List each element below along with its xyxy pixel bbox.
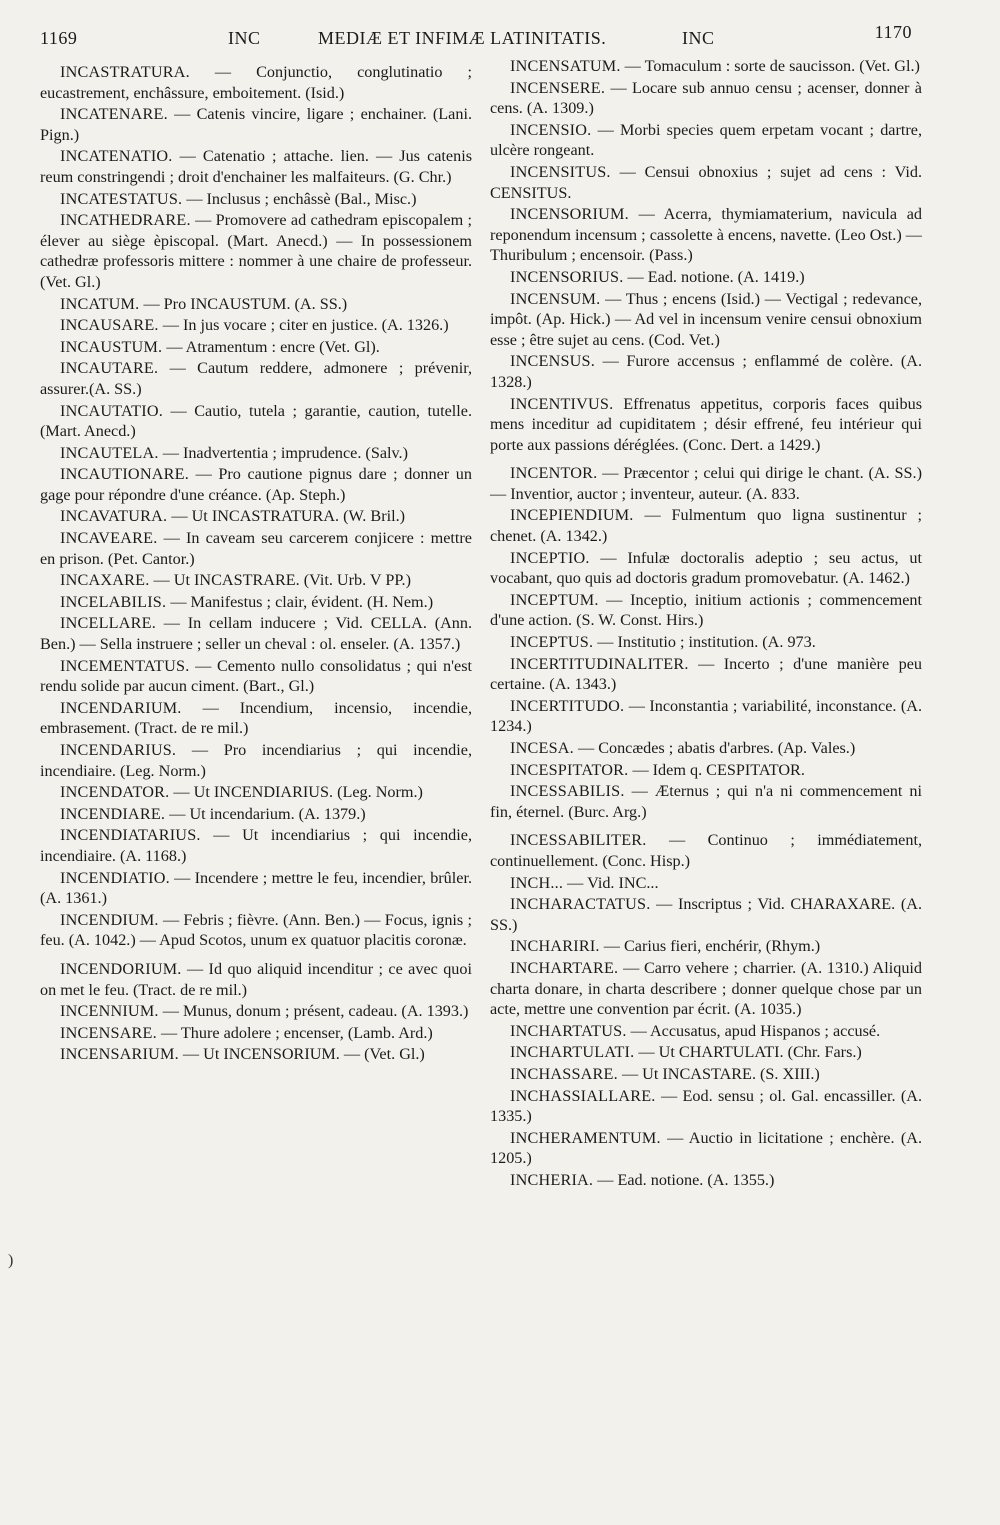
dictionary-entry — [490, 267, 922, 288]
entry-headword: INCEPIENDIUM. — [510, 506, 634, 525]
dictionary-entry — [490, 289, 922, 351]
entry-headword: INCHARTULATI. — [510, 1043, 635, 1062]
dictionary-entry — [490, 1086, 922, 1127]
dictionary-entry — [40, 1001, 472, 1022]
left-column — [40, 62, 472, 1066]
entry-headword: INCESPITATOR. — [510, 760, 629, 779]
entry-definition: — Cemento nullo consolidatus ; qui n'est rendu solide par aucun ciment. (Bart., Gl.) — [40, 656, 473, 696]
entry-definition: — Idem q. CESPITATOR. — [632, 760, 805, 779]
entry-definition: — In caveam seu carcerem conjicere : mettre en prison. (Pet. Cantor.) — [40, 529, 472, 568]
entry-headword: INCATENARE. — [60, 105, 168, 124]
entry-definition: — Carro vehere ; charrier. (A. 1310.) Aliquid charta donare, in charta describere ; donner quelque chose par un acte, mettre une convention par écrit. (A. 1035.) — [490, 958, 923, 1019]
entry-definition: — Vid. INC... — [567, 873, 659, 892]
entry-headword: INCHARIRI. — [510, 937, 600, 956]
entry-headword: INCH... — [510, 873, 564, 892]
entry-definition: — Promovere ad cathedram episcopalem ; élever au siège èpiscopal. (Mart. Anecd.) — In possessionem cathedræ professoris mittere : nommer à une chaire de professeur. (Vet. Gl.) — [40, 211, 472, 291]
dictionary-entry — [40, 1044, 472, 1065]
dictionary-entry — [490, 894, 922, 935]
dictionary-entry — [490, 590, 922, 631]
dictionary-entry — [490, 830, 922, 871]
entry-definition: — Munus, donum ; présent, cadeau. (A. 1393.) — [162, 1002, 469, 1021]
entry-definition: — Tomaculum : sorte de saucisson. (Vet. Gl.) — [624, 57, 920, 75]
dictionary-entry — [490, 162, 922, 203]
entry-definition: — Atramentum : encre (Vet. Gl). — [166, 337, 380, 356]
entry-headword: INCAUTELA. — [60, 443, 159, 462]
entry-headword: INCENDARIUS. — [60, 741, 177, 759]
entry-definition: — Eod. sensu ; ol. Gal. encassiller. (A. 1335.) — [490, 1086, 923, 1126]
dictionary-entry — [490, 548, 922, 589]
entry-definition: — Manifestus ; clair, évident. (H. Nem.) — [170, 592, 434, 611]
dictionary-entry — [40, 868, 472, 909]
entry-headword: INCATHEDRARE. — [60, 211, 191, 230]
dictionary-entry — [490, 873, 922, 894]
dictionary-entry — [490, 696, 922, 737]
entry-definition: — Incendium, incensio, incendie, embrasement. (Tract. de re mil.) — [40, 698, 473, 738]
dictionary-entry — [490, 56, 922, 77]
entry-definition: — Æternus ; qui n'a ni commencement ni fin, éternel. (Burc. Arg.) — [490, 782, 922, 821]
entry-headword: INCHASSARE. — [510, 1064, 618, 1083]
entry-definition: — Ut INCASTRARE. (Vit. Urb. V PP.) — [153, 571, 411, 590]
entry-headword: INCATENATIO. — [60, 147, 173, 166]
dictionary-entry — [40, 464, 472, 505]
entry-definition: — Ut INCASTRATURA. (W. Bril.) — [171, 507, 406, 526]
entry-headword: INCATESTATUS. — [60, 189, 183, 208]
dictionary-entry — [490, 351, 922, 392]
dictionary-entry — [40, 592, 472, 613]
entry-definition: — Accusatus, apud Hispanos ; accusé. — [630, 1021, 881, 1040]
dictionary-entry — [40, 337, 472, 358]
dictionary-entry — [490, 463, 922, 504]
entry-headword: INCELLARE. — [60, 614, 156, 633]
entry-definition: — Pro incendiarius ; qui incendie, incendiaire. (Leg. Norm.) — [40, 741, 472, 780]
dictionary-entry — [40, 740, 472, 781]
entry-definition: — Ead. notione. (A. 1419.) — [627, 267, 805, 286]
entry-definition: — Præcentor ; celui qui dirige le chant. (A. SS.) — Inventior, auctor ; inventeur, auteur. (A. 833. — [490, 464, 922, 503]
entry-definition: — Acerra, thymiamaterium, navicula ad reponendum incensum ; cassolette à encens, navette. (Leo Ost.) — Thuribulum ; encensoir. (Pass.) — [490, 205, 923, 265]
dictionary-entry — [40, 104, 472, 145]
entry-headword: INCENDIATARIUS. — [60, 826, 201, 845]
right-column — [490, 56, 922, 1191]
entry-headword: INCHERAMENTUM. — [510, 1128, 661, 1147]
entry-definition: — Ead. notione. (A. 1355.) — [597, 1170, 775, 1189]
entry-headword: INCATUM. — [60, 294, 140, 313]
entry-definition: — Inconstantia ; variabilité, inconstance. (A. 1234.) — [490, 696, 923, 736]
dictionary-entry — [490, 738, 922, 759]
entry-definition: — Conjunctio, conglutinatio ; eucastrement, enchâssure, emboitement. (Isid.) — [40, 63, 473, 102]
entry-headword: INCENDARIUM. — [60, 698, 182, 717]
entry-headword: INCENDORIUM. — [60, 959, 182, 978]
dictionary-entry — [40, 570, 472, 591]
dictionary-entry — [40, 910, 472, 951]
entry-headword: INCERTITUDO. — [510, 696, 625, 715]
entry-headword: INCESSABILITER. — [510, 831, 647, 850]
dictionary-entry — [490, 505, 922, 546]
entry-headword: INCESA. — [510, 739, 574, 757]
entry-definition: — Inscriptus ; Vid. CHARAXARE. (A. SS.) — [490, 895, 922, 934]
entry-headword: INCENSORIUM. — [510, 205, 629, 224]
right-running-abbreviation: INC — [682, 28, 715, 48]
dictionary-entry — [490, 120, 922, 161]
entry-headword: INCESSABILIS. — [510, 782, 625, 801]
entry-headword: INCAVEARE. — [60, 529, 158, 548]
entry-headword: INCENSITUS. — [510, 162, 611, 181]
right-page-number: 1170 — [874, 22, 912, 42]
dictionary-entry — [40, 613, 472, 654]
entry-headword: INCHARTARE. — [510, 958, 619, 977]
entry-headword: INCAUSTUM. — [60, 337, 163, 356]
entry-definition: — Ut incendiarius ; qui incendie, incendiaire. (A. 1168.) — [40, 826, 473, 865]
entry-headword: INCENTIVUS. — [510, 394, 614, 413]
entry-headword: INCEPTUS. — [510, 633, 594, 652]
dictionary-entry — [40, 782, 472, 803]
entry-headword: INCEPTIO. — [510, 548, 590, 567]
entry-definition: — Incendere ; mettre le feu, incendier, brûler. (A. 1361.) — [40, 868, 472, 908]
entry-definition: — Ut INCENDIARIUS. (Leg. Norm.) — [173, 783, 423, 802]
dictionary-entry — [40, 804, 472, 825]
entry-definition: — Cautio, tutela ; garantie, caution, tutelle. (Mart. Anecd.) — [40, 401, 473, 441]
dictionary-entry — [40, 825, 472, 866]
entry-headword: INCENSIO. — [510, 120, 592, 139]
entry-headword: INCAUSARE. — [60, 316, 159, 335]
entry-headword: INCHARTATUS. — [510, 1021, 627, 1040]
dictionary-entry — [490, 781, 922, 822]
entry-headword: INCHASSIALLARE. — [510, 1086, 656, 1105]
entry-definition: — Continuo ; immédiatement, continuellement. (Conc. Hisp.) — [490, 831, 923, 870]
entry-headword: INCAUTATIO. — [60, 401, 163, 420]
entry-headword: INCEMENTATUS. — [60, 656, 190, 675]
dictionary-entry — [40, 358, 472, 399]
entry-definition: — Institutio ; institution. (A. 973. — [597, 633, 816, 652]
dictionary-entry — [490, 1170, 922, 1191]
entry-headword: INCENDIUM. — [60, 910, 159, 929]
dictionary-entry — [490, 632, 922, 653]
entry-headword: INCAXARE. — [60, 571, 150, 590]
entry-definition: — Inceptio, initium actionis ; commencement d'une action. (S. W. Const. Hirs.) — [490, 590, 922, 630]
entry-headword: INCASTRATURA. — [60, 63, 190, 81]
dictionary-entry — [490, 1064, 922, 1085]
entry-definition: — Ut INCASTARE. (S. XIII.) — [621, 1064, 820, 1083]
entry-headword: INCENDIARE. — [60, 804, 166, 823]
dictionary-entry — [40, 698, 472, 739]
dictionary-entry — [40, 62, 472, 103]
entry-headword: INCAVATURA. — [60, 507, 168, 526]
dictionary-entry — [40, 315, 472, 336]
entry-definition: — Ut INCENSORIUM. — (Vet. Gl.) — [182, 1045, 425, 1064]
entry-definition: — In cellam inducere ; Vid. CELLA. (Ann. Ben.) — Sella instruere ; seller un cheval : ol. enseler. (A. 1357.) — [40, 614, 473, 654]
entry-definition: — Id quo aliquid incenditur ; ce avec quoi on met le feu. (Tract. de re mil.) — [40, 959, 472, 999]
entry-headword: INCHERIA. — [510, 1170, 594, 1189]
entry-headword: INCENSARIUM. — [60, 1045, 179, 1064]
entry-headword: INCENDIATIO. — [60, 868, 170, 887]
entry-headword: INCAUTARE. — [60, 359, 159, 378]
entry-definition: — Catenatio ; attache. lien. — Jus catenis reum constringendi ; droit d'enchainer les malfaiteurs. (G. Chr.) — [40, 147, 473, 186]
entry-definition: — Inadvertentia ; imprudence. (Salv.) — [162, 443, 408, 462]
entry-definition: — Incerto ; d'une manière peu certaine. (A. 1343.) — [490, 654, 922, 694]
margin-mark: ) — [8, 1252, 14, 1269]
entry-headword: INCENDATOR. — [60, 783, 170, 802]
dictionary-entry — [40, 443, 472, 464]
entry-headword: INCERTITUDINALITER. — [510, 654, 689, 673]
entry-headword: INCENSATUM. — [510, 57, 621, 75]
entry-headword: INCHARACTATUS. — [510, 895, 651, 914]
dictionary-entry — [490, 1128, 922, 1169]
entry-definition: — Morbi species quem erpetam vocant ; dartre, ulcère rongeant. — [490, 120, 922, 160]
entry-headword: INCENSUM. — [510, 289, 601, 308]
entry-headword: INCENTOR. — [510, 464, 598, 483]
dictionary-entry — [40, 506, 472, 527]
dictionary-entry — [490, 654, 922, 695]
entry-definition: — Inclusus ; enchâssè (Bal., Misc.) — [186, 189, 417, 208]
entry-definition: — Thure adolere ; encenser, (Lamb. Ard.) — [160, 1023, 433, 1042]
entry-headword: INCENSARE. — [60, 1023, 157, 1042]
entry-definition: — Fulmentum quo ligna sustinentur ; chenet. (A. 1342.) — [490, 506, 922, 546]
entry-definition: — Locare sub annuo censu ; acenser, donner à cens. (A. 1309.) — [490, 78, 922, 118]
entry-headword: INCELABILIS. — [60, 592, 167, 611]
dictionary-entry — [40, 210, 472, 292]
entry-definition: Effrenatus appetitus, corporis faces quibus mens inceditur ad cupiditatem ; désir effrené, feu intérieur qui porte aux passions déréglées. (Conc. Dert. a 1429.) — [490, 394, 923, 454]
entry-definition: — Febris ; fièvre. (Ann. Ben.) — Focus, ignis ; feu. (A. 1042.) — Apud Scotos, unum ex quatuor placitis coronæ. — [40, 910, 472, 950]
dictionary-entry — [490, 1042, 922, 1063]
left-page-number: 1169 — [40, 28, 78, 48]
entry-headword: INCEPTUM. — [510, 590, 599, 609]
dictionary-entry — [490, 394, 922, 456]
running-header — [40, 22, 912, 52]
entry-headword: INCENSERE. — [510, 78, 606, 97]
entry-definition: — Auctio in licitatione ; enchère. (A. 1205.) — [490, 1128, 922, 1168]
dictionary-entry — [40, 189, 472, 210]
dictionary-entry — [40, 401, 472, 442]
entry-definition: — Pro INCAUSTUM. (A. SS.) — [143, 294, 348, 313]
entry-definition: — Carius fieri, enchérir, (Rhym.) — [603, 937, 821, 956]
dictionary-entry — [490, 760, 922, 781]
entry-definition: — Furore accensus ; enflammé de colère. (A. 1328.) — [490, 352, 923, 391]
dictionary-entry — [490, 204, 922, 266]
entry-headword: INCENSUS. — [510, 352, 595, 371]
entry-headword: INCAUTIONARE. — [60, 465, 189, 484]
entry-definition: — Ut incendarium. (A. 1379.) — [169, 804, 366, 823]
dictionary-entry — [490, 958, 922, 1020]
running-title: MEDIÆ ET INFIMÆ LATINITATIS. — [318, 28, 607, 48]
left-running-abbreviation: INC — [228, 28, 261, 48]
dictionary-entry — [40, 294, 472, 315]
entry-headword: INCENNIUM. — [60, 1002, 159, 1021]
entry-definition: — Cautum reddere, admonere ; prévenir, assurer.(A. SS.) — [40, 359, 472, 398]
entry-headword: INCENSORIUS. — [510, 267, 624, 286]
entry-definition: — Ut CHARTULATI. (Chr. Fars.) — [638, 1043, 862, 1062]
dictionary-entry — [40, 656, 472, 697]
entry-definition: — Thus ; encens (Isid.) — Vectigal ; redevance, impôt. (Ap. Hick.) — Ad vel in incensum venire censui obnoxium esse ; être sujet au cens. (Cod. Vet.) — [490, 289, 922, 349]
entry-definition: — Catenis vincire, ligare ; enchainer. (Lani. Pign.) — [40, 105, 473, 144]
entry-definition: — Concædes ; abatis d'arbres. (Ap. Vales.) — [577, 739, 856, 757]
dictionary-entry — [490, 936, 922, 957]
dictionary-entry — [40, 146, 472, 187]
dictionary-entry — [40, 528, 472, 569]
entry-definition: — Infulæ doctoralis adeptio ; seu actus, ut vocabant, quo quis ad doctoris gradum promovebatur. (A. 1462.) — [490, 548, 922, 588]
entry-definition: — In jus vocare ; citer en justice. (A. 1326.) — [162, 316, 449, 335]
dictionary-entry — [40, 959, 472, 1000]
entry-definition: — Pro cautione pignus dare ; donner un gage pour répondre d'une créance. (Ap. Steph.) — [40, 465, 472, 504]
dictionary-entry — [490, 78, 922, 119]
dictionary-entry — [40, 1023, 472, 1044]
entry-definition: — Censui obnoxius ; sujet ad cens : Vid. CENSITUS. — [490, 162, 923, 202]
dictionary-entry — [490, 1021, 922, 1042]
